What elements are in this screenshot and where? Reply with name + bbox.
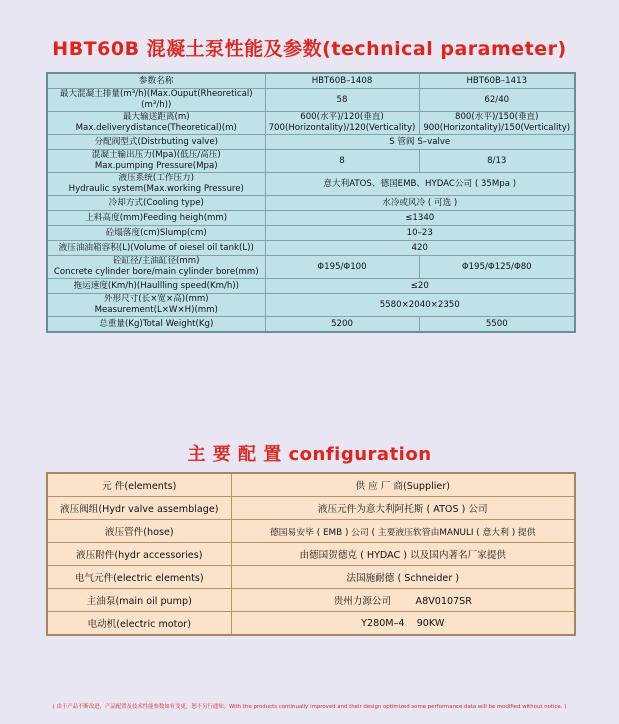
- spec-value-shared: 420: [265, 241, 575, 256]
- spec-value-shared: S 管阀 S–valve: [265, 135, 575, 150]
- config-element: 液压阀组(Hydr valve assemblage): [47, 497, 231, 520]
- spec-param: 拖运速度(Km/h)(Haullling speed(Km/h)): [47, 279, 265, 294]
- spec-param: 冷却方式(Cooling type): [47, 196, 265, 211]
- spec-param: 总重量(Kg)Total Weight(Kg): [47, 317, 265, 333]
- config-element: 液压管件(hose): [47, 520, 231, 543]
- config-row: [47, 612, 575, 636]
- spec-param-cn: 砼缸径/主油缸径(mm): [112, 256, 200, 266]
- spec-header-param: 参数名称: [47, 73, 265, 89]
- spec-param: [47, 112, 265, 135]
- spec-header-1408: HBT60B–1408: [265, 73, 419, 89]
- config-element: 主油泵(main oil pump): [47, 589, 231, 612]
- spec-value-line: 800(水平)/150(垂直): [455, 112, 539, 122]
- spec-header-1413: HBT60B–1413: [419, 73, 575, 89]
- spec-value-line: 900(Horizontality)/150(Verticality): [423, 123, 571, 133]
- spec-param: 砼塌落度(cm)Slump(cm): [47, 226, 265, 241]
- spec-row: [47, 135, 575, 150]
- spec-row: [47, 256, 575, 279]
- spec-value-1413: 62/40: [419, 89, 575, 112]
- spec-row: [47, 150, 575, 173]
- spec-value-1408: 5200: [265, 317, 419, 333]
- spec-param-en: Max.deliverydistance(Theoretical)(m): [75, 123, 237, 133]
- spec-header-row: [47, 73, 575, 89]
- footnote: ( 由于产品不断改进，产品配置及技术性能参数如有变更，恕不另行通知。With the products continually improved and their design optimized some performance data will be modified without notice. ): [52, 704, 567, 710]
- page-title: HBT60B 混凝土泵性能及参数(technical parameter): [52, 38, 567, 60]
- spec-value-shared: 意大利ATOS、德国EMB、HYDAC公司 ( 35Mpa ): [265, 173, 575, 196]
- spec-param: [47, 150, 265, 173]
- spec-param-en: Concrete cylinder bore/main cylinder bore(mm): [53, 267, 259, 277]
- spec-row: [47, 196, 575, 211]
- spec-row: [47, 112, 575, 135]
- spec-value-1408: [265, 112, 419, 135]
- spec-param-cn: 外形尺寸(长×宽×高)(mm): [103, 294, 209, 304]
- config-supplier: 法国施耐德 ( Schneider ): [231, 566, 575, 589]
- spec-value-line: 700(Horizontality)/120(Verticality): [268, 123, 416, 133]
- spec-param: 上料高度(mm)Feeding heigh(mm): [47, 211, 265, 226]
- config-supplier: 由德国贺德克 ( HYDAC ) 以及国内著名厂家提供: [231, 543, 575, 566]
- spec-param-cn: 混凝土输出压力(Mpa)(低压/高压): [91, 150, 221, 160]
- spec-value-line: 600(水平)/120(垂直): [300, 112, 384, 122]
- spec-param-en: Max.pumping Pressure(Mpa): [94, 161, 218, 171]
- spec-value-shared: 水冷或风冷 ( 可选 ): [265, 196, 575, 211]
- spec-row: [47, 211, 575, 226]
- config-row: [47, 543, 575, 566]
- config-row: [47, 497, 575, 520]
- spec-row: [47, 279, 575, 294]
- config-element: 电动机(electric motor): [47, 612, 231, 636]
- spec-row: [47, 294, 575, 317]
- spec-row: [47, 89, 575, 112]
- spec-param: [47, 256, 265, 279]
- config-header-supplier: 供 应 厂 商(Supplier): [231, 473, 575, 497]
- spec-param-cn: 液压系统(工作压力): [118, 173, 194, 183]
- spec-table: [46, 72, 576, 333]
- spec-row: [47, 173, 575, 196]
- spec-row: [47, 317, 575, 333]
- spec-row: [47, 226, 575, 241]
- spec-value-1408: 8: [265, 150, 419, 173]
- config-header-element: 元 件(elements): [47, 473, 231, 497]
- spec-value-1408: Φ195/Φ100: [265, 256, 419, 279]
- config-supplier: 液压元件为意大利阿托斯 ( ATOS ) 公司: [231, 497, 575, 520]
- config-supplier: 德国易安毕 ( EMB ) 公司 ( 主要液压软管由MANULI ( 意大利 ) 提供: [231, 520, 575, 543]
- spec-value-shared: 10–23: [265, 226, 575, 241]
- spec-param: 分配阀型式(Distrbuting valve): [47, 135, 265, 150]
- config-row: [47, 520, 575, 543]
- spec-value-shared: ≤20: [265, 279, 575, 294]
- spec-value-1408: 58: [265, 89, 419, 112]
- spec-value-shared: 5580×2040×2350: [265, 294, 575, 317]
- spec-param-cn: 最大输送距离(m): [122, 112, 190, 122]
- config-supplier: Y280M–4 90KW: [231, 612, 575, 636]
- spec-row: [47, 241, 575, 256]
- config-header-row: [47, 473, 575, 497]
- config-supplier: 贵州力源公司 A8V0107SR: [231, 589, 575, 612]
- spec-param: 最大混凝土排量(m³/h)(Max.Ouput(Rheoretical)(m³/h)): [47, 89, 265, 112]
- config-table: [46, 472, 576, 636]
- spec-param-en: Hydraulic system(Max.working Pressure): [68, 184, 244, 194]
- config-element: 液压附件(hydr accessories): [47, 543, 231, 566]
- config-row: [47, 589, 575, 612]
- spec-value-shared: ≤1340: [265, 211, 575, 226]
- config-title: 主 要 配 置 configuration: [187, 444, 432, 465]
- spec-param: [47, 173, 265, 196]
- spec-value-1413: [419, 112, 575, 135]
- spec-value-1413: 5500: [419, 317, 575, 333]
- spec-value-1413: 8/13: [419, 150, 575, 173]
- config-row: [47, 566, 575, 589]
- config-element: 电气元件(electric elements): [47, 566, 231, 589]
- spec-param: 液压油油箱容积(L)(Volume of oiesel oil tank(L)): [47, 241, 265, 256]
- spec-value-1413: Φ195/Φ125/Φ80: [419, 256, 575, 279]
- spec-param: [47, 294, 265, 317]
- spec-param-en: Measurement(L×W×H)(mm): [94, 305, 218, 315]
